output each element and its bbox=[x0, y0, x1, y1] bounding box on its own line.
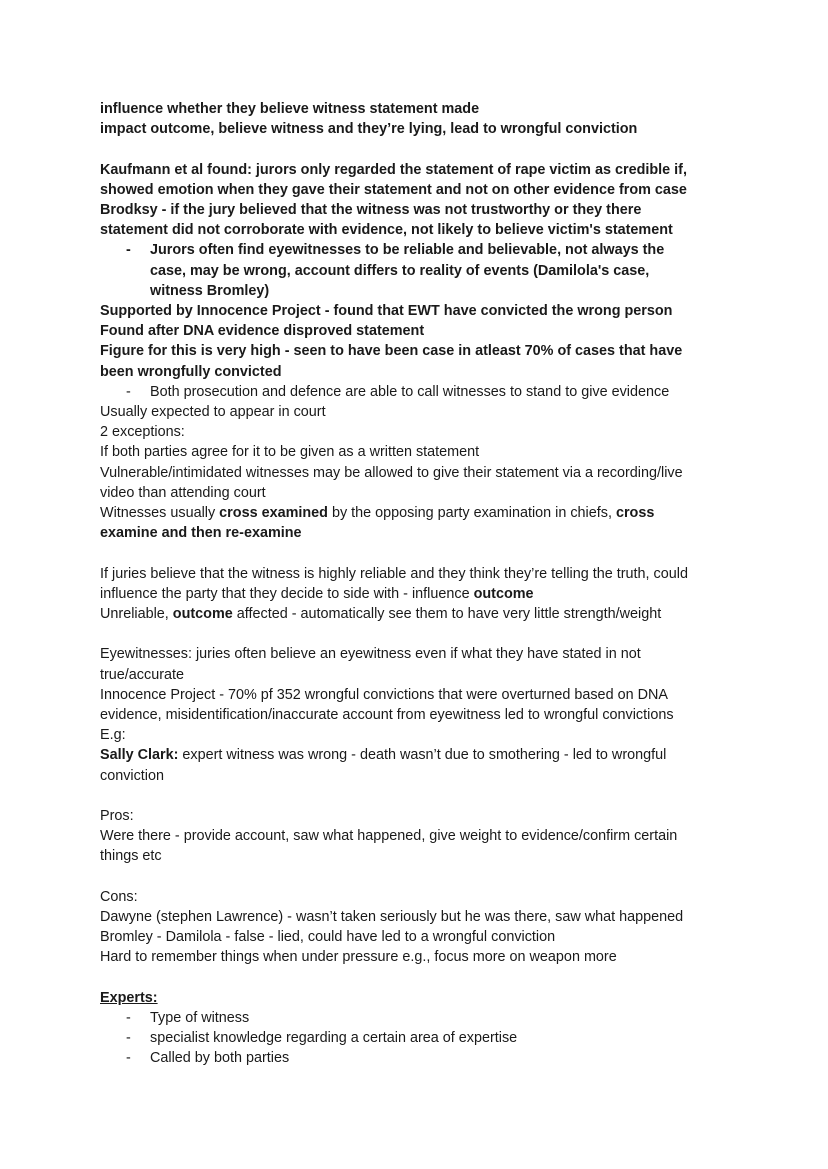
text-line: Dawyne (stephen Lawrence) - wasn’t taken seriously but he was there, saw what happened bbox=[100, 909, 684, 926]
text-line: Sally Clark: expert witness was wrong - death wasn’t due to smothering - led to wrongful bbox=[100, 747, 667, 764]
text-line: true/accurate bbox=[100, 666, 184, 683]
text-line: Jurors often find eyewitnesses to be reliable and believable, not always the bbox=[150, 242, 665, 259]
bullet-item bbox=[100, 1028, 740, 1048]
text-line: things etc bbox=[100, 848, 162, 865]
document-page bbox=[100, 99, 740, 1069]
text-line: Kaufmann et al found: jurors only regarded the statement of rape victim as credible if, bbox=[100, 161, 687, 178]
text-line: conviction bbox=[100, 767, 164, 784]
text-line: Type of witness bbox=[150, 1010, 250, 1027]
text-line: influence whether they believe witness statement made bbox=[100, 101, 480, 117]
text-line: E.g: bbox=[100, 727, 126, 744]
text-line: If both parties agree for it to be given as a written statement bbox=[100, 444, 480, 461]
text-line: Innocence Project - 70% pf 352 wrongful convictions that were overturned based on DNA bbox=[100, 686, 668, 703]
text-line: examine and then re-examine bbox=[100, 525, 302, 542]
text-line: Both prosecution and defence are able to call witnesses to stand to give evidence bbox=[150, 383, 670, 400]
text-line: Were there - provide account, saw what happened, give weight to evidence/confirm certain bbox=[100, 828, 678, 845]
text-line: influence the party that they decide to side with - influence outcome bbox=[100, 585, 534, 602]
bullet-item bbox=[100, 240, 740, 301]
bullet-dash: - bbox=[126, 383, 131, 400]
text-line: Usually expected to appear in court bbox=[100, 404, 326, 421]
text-line: evidence, misidentification/inaccurate account from eyewitness led to wrongful convictions bbox=[100, 707, 674, 724]
text-line: specialist knowledge regarding a certain area of expertise bbox=[150, 1030, 518, 1047]
bullet-dash: - bbox=[126, 242, 131, 259]
bullet-dash: - bbox=[126, 1010, 131, 1027]
text-line: Figure for this is very high - seen to have been case in atleast 70% of cases that have bbox=[100, 343, 683, 360]
text-line: been wrongfully convicted bbox=[100, 363, 282, 380]
text-line: Called by both parties bbox=[150, 1050, 290, 1067]
bullet-dash: - bbox=[126, 1030, 131, 1047]
section-heading-experts: Experts: bbox=[100, 989, 158, 1006]
text-line: impact outcome, believe witness and they’re lying, lead to wrongful conviction bbox=[100, 121, 638, 138]
text-line: Hard to remember things when under pressure e.g., focus more on weapon more bbox=[100, 949, 617, 966]
text-line: 2 exceptions: bbox=[100, 424, 185, 441]
text-line: showed emotion when they gave their statement and not on other evidence from case bbox=[100, 181, 687, 198]
bullet-item bbox=[100, 1048, 740, 1068]
text-line: Supported by Innocence Project - found that EWT have convicted the wrong person bbox=[100, 303, 673, 320]
bullet-dash: - bbox=[126, 1050, 131, 1067]
text-line: Unreliable, outcome affected - automatically see them to have very little strength/weight bbox=[100, 606, 662, 623]
text-line: Brodksy - if the jury believed that the witness was not trustworthy or they there bbox=[100, 202, 642, 218]
text-line: Bromley - Damilola - false - lied, could have led to a wrongful conviction bbox=[100, 929, 556, 946]
bullet-item bbox=[100, 382, 740, 402]
text-line: Vulnerable/intimidated witnesses may be allowed to give their statement via a recording/live bbox=[100, 464, 683, 481]
bullet-item bbox=[100, 1008, 740, 1028]
text-line: statement did not corroborate with evidence, not likely to believe victim's statement bbox=[100, 222, 673, 239]
text-line: Found after DNA evidence disproved statement bbox=[100, 323, 425, 340]
text-line: If juries believe that the witness is highly reliable and they think they’re telling the truth, could bbox=[100, 565, 688, 582]
text-line: Eyewitnesses: juries often believe an eyewitness even if what they have stated in not bbox=[100, 646, 641, 663]
text-line: case, may be wrong, account differs to reality of events (Damilola's case, bbox=[150, 262, 650, 279]
text-line: video than attending court bbox=[100, 484, 266, 501]
section-heading-pros: Pros: bbox=[100, 808, 134, 825]
section-heading-cons: Cons: bbox=[100, 888, 138, 905]
text-line: witness Bromley) bbox=[150, 282, 270, 299]
text-line: Witnesses usually cross examined by the opposing party examination in chiefs, cross bbox=[100, 505, 655, 522]
